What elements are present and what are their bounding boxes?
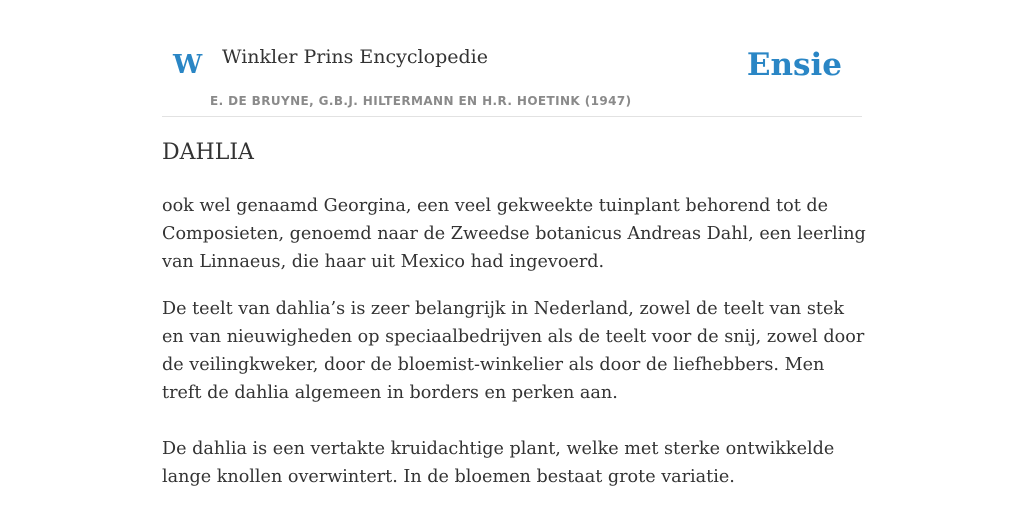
- book-title[interactable]: Winkler Prins Encyclopedie: [222, 46, 488, 68]
- publication-logo[interactable]: W: [173, 50, 203, 80]
- brand-logo-link[interactable]: Ensie: [746, 47, 842, 83]
- entry-title: DAHLIA: [162, 140, 254, 165]
- entry-content: [162, 192, 866, 491]
- entry-paragraph: De teelt van dahlia’s is zeer belangrijk in Nederland, zowel de teelt van stek en van nieuwigheden op speciaalbedrijven als de teelt voor de snij, zowel door de veilingkweker, door de bloemist-winkelier als door de liefhebbers. Men treft de dahlia algemeen in borders en perken aan.: [162, 299, 865, 403]
- entry-paragraph: De dahlia is een vertakte kruidachtige plant, welke met sterke ontwikkelde lange knollen overwintert. In de bloemen bestaat grote variatie.: [162, 439, 835, 487]
- header: [162, 0, 862, 117]
- entry-paragraph: ook wel genaamd Georgina, een veel gekweekte tuinplant behorend tot de Composieten, genoemd naar de Zweedse botanicus Andreas Dahl, een leerling van Linnaeus, die haar uit Mexico had ingevoerd.: [162, 196, 866, 272]
- book-authors: E. DE BRUYNE, G.B.J. HILTERMANN EN H.R. HOETINK (1947): [210, 94, 632, 108]
